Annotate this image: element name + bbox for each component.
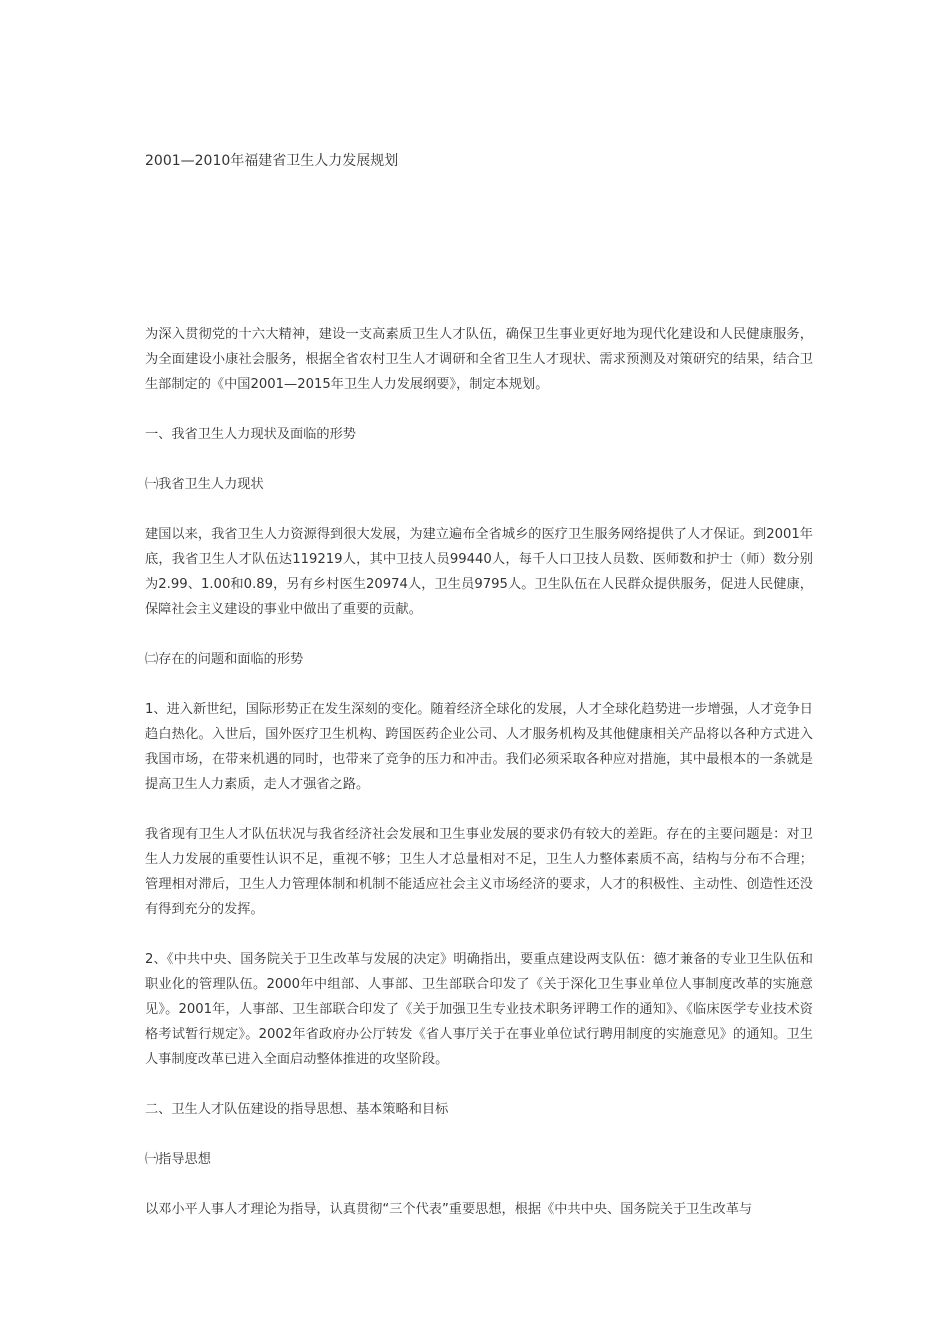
paragraph-status: 建国以来，我省卫生人力资源得到很大发展，为建立遍布全省城乡的医疗卫生服务网络提供了人才保证。到2001年底，我省卫生人才队伍达119219人，其中卫技人员99440人，每千人口卫技人员数、医师数和护士（师）数分别为2.99、1.00和0.89，另有乡村医生20974人，卫生员9795人。卫生队伍在人民群众提供服务，促进人民健康，保障社会主义建设的事业中做出了重要的贡献。: [145, 527, 813, 617]
section-heading-2: 二、卫生人才队伍建设的指导思想、基本策略和目标: [145, 1102, 449, 1117]
document-title: 2001—2010年福建省卫生人力发展规划: [145, 153, 399, 169]
intro-paragraph: 为深入贯彻党的十六大精神，建设一支高素质卫生人才队伍，确保卫生事业更好地为现代化建设和人民健康服务，为全面建设小康社会服务，根据全省农村卫生人才调研和全省卫生人才现状、需求预测及对策研究的结果，结合卫生部制定的《中国2001—2015年卫生人力发展纲要》，制定本规划。: [145, 327, 813, 392]
paragraph-point-1: 1、进入新世纪，国际形势正在发生深刻的变化。随着经济全球化的发展，人才全球化趋势进一步增强，人才竞争日趋白热化。入世后，国外医疗卫生机构、跨国医药企业公司、人才服务机构及其他健康相关产品将以各种方式进入我国市场，在带来机遇的同时，也带来了竞争的压力和冲击。我们必须采取各种应对措施，其中最根本的一条就是提高卫生人力素质，走人才强省之路。: [145, 702, 813, 792]
paragraph-guiding-thought: 以邓小平人事人才理论为指导，认真贯彻“三个代表”重要思想，根据《中共中央、国务院关于卫生改革与: [145, 1202, 753, 1217]
paragraph-problems: 我省现有卫生人才队伍状况与我省经济社会发展和卫生事业发展的要求仍有较大的差距。存在的主要问题是：对卫生人力发展的重要性认识不足，重视不够；卫生人才总量相对不足，卫生人力整体素质不高，结构与分布不合理；管理相对滞后，卫生人力管理体制和机制不能适应社会主义市场经济的要求，人才的积极性、主动性、创造性还没有得到充分的发挥。: [145, 827, 813, 917]
subsection-heading-2-1: ㈠指导思想: [145, 1152, 211, 1167]
document-body: [145, 322, 813, 1247]
section-heading-1: 一、我省卫生人力现状及面临的形势: [145, 427, 356, 442]
paragraph-point-2: 2、《中共中央、国务院关于卫生改革与发展的决定》明确指出，要重点建设两支队伍：德才兼备的专业卫生队伍和职业化的管理队伍。2000年中组部、人事部、卫生部联合印发了《关于深化卫生事业单位人事制度改革的实施意见》。2001年，人事部、卫生部联合印发了《关于加强卫生专业技术职务评聘工作的通知》、《临床医学专业技术资格考试暂行规定》。2002年省政府办公厅转发《省人事厅关于在事业单位试行聘用制度的实施意见》的通知。卫生人事制度改革已进入全面启动整体推进的攻坚阶段。: [145, 952, 813, 1067]
subsection-heading-1-1: ㈠我省卫生人力现状: [145, 477, 264, 492]
subsection-heading-1-2: ㈡存在的问题和面临的形势: [145, 652, 304, 667]
